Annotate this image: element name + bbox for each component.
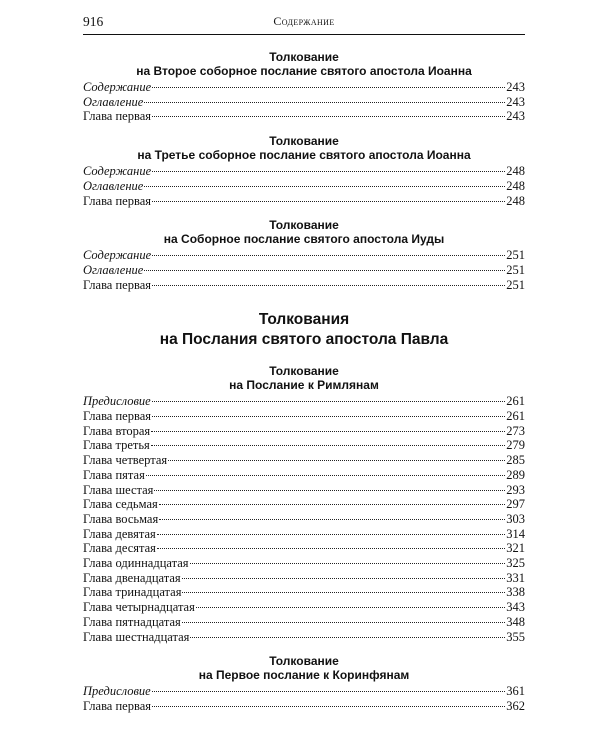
toc-entry-label: Предисловие bbox=[83, 684, 151, 699]
toc-entry-label: Глава вторая bbox=[83, 423, 151, 438]
toc-entry-page: 314 bbox=[506, 526, 525, 541]
page-header bbox=[83, 14, 525, 34]
section-heading-line: Толкование bbox=[269, 50, 339, 64]
toc-entry-page: 289 bbox=[506, 467, 525, 482]
toc-section-jude bbox=[83, 218, 525, 292]
toc-entry-label: Глава первая bbox=[83, 109, 152, 124]
toc-entry[interactable] bbox=[83, 684, 525, 699]
toc-entry-label: Оглавление bbox=[83, 178, 144, 193]
toc-entry-label: Глава шестнадцатая bbox=[83, 629, 190, 644]
dot-leader bbox=[152, 87, 505, 88]
section-heading-line: Толкование bbox=[269, 218, 339, 233]
toc-section-romans bbox=[83, 364, 525, 644]
toc-entry-page: 248 bbox=[506, 193, 525, 208]
toc-entry-page: 261 bbox=[506, 409, 525, 424]
dot-leader bbox=[144, 270, 505, 271]
dot-leader bbox=[146, 475, 505, 476]
dot-leader bbox=[168, 460, 505, 461]
toc-list bbox=[83, 394, 525, 644]
toc-entry-page: 279 bbox=[506, 438, 525, 453]
dot-leader bbox=[196, 607, 505, 608]
toc-entry-label: Содержание bbox=[83, 164, 152, 179]
dot-leader bbox=[190, 563, 506, 564]
toc-entry[interactable] bbox=[83, 527, 525, 542]
toc-entry-label: Содержание bbox=[83, 80, 152, 94]
toc-entry-page: 362 bbox=[506, 698, 525, 713]
toc-entry-label: Глава третья bbox=[83, 438, 150, 453]
section-heading bbox=[83, 134, 525, 162]
dot-leader bbox=[151, 431, 505, 432]
toc-entry-page: 243 bbox=[506, 94, 525, 109]
toc-entry-label: Глава девятая bbox=[83, 526, 156, 541]
toc-entry[interactable] bbox=[83, 95, 525, 110]
toc-entry[interactable] bbox=[83, 630, 525, 645]
section-heading-line: Толкование bbox=[269, 364, 339, 379]
section-heading bbox=[83, 218, 525, 246]
toc-entry-label: Глава пятнадцатая bbox=[83, 614, 181, 629]
dot-leader bbox=[154, 490, 505, 491]
toc-entry-page: 243 bbox=[506, 80, 525, 94]
toc-entry-label: Глава четырнадцатая bbox=[83, 600, 195, 615]
section-heading-line: Толкование bbox=[269, 654, 339, 669]
toc-entry-page: 348 bbox=[506, 614, 525, 629]
toc-entry-page: 321 bbox=[506, 541, 525, 556]
toc-section-john2 bbox=[83, 50, 525, 124]
running-title: Содержание bbox=[273, 14, 335, 28]
toc-entry-page: 251 bbox=[506, 262, 525, 277]
toc-entry[interactable] bbox=[83, 571, 525, 586]
toc-entry[interactable] bbox=[83, 438, 525, 453]
toc-entry-label: Глава восьмая bbox=[83, 511, 159, 526]
toc-entry-label: Глава тринадцатая bbox=[83, 585, 182, 600]
section-heading bbox=[83, 364, 525, 392]
toc-entry-label: Глава первая bbox=[83, 277, 152, 292]
toc-entry-page: 355 bbox=[506, 629, 525, 644]
toc-entry-label: Глава пятая bbox=[83, 467, 145, 482]
page-number: 916 bbox=[83, 14, 104, 29]
dot-leader bbox=[159, 519, 505, 520]
dot-leader bbox=[144, 102, 505, 103]
dot-leader bbox=[157, 534, 505, 535]
toc-entry-label: Глава первая bbox=[83, 193, 152, 208]
toc-entry[interactable] bbox=[83, 699, 525, 714]
toc-entry-label: Глава шестая bbox=[83, 482, 154, 497]
section-heading-line: на Второе соборное послание святого апостола Иоанна bbox=[136, 64, 472, 78]
dot-leader bbox=[152, 416, 505, 417]
dot-leader bbox=[182, 622, 505, 623]
toc-list bbox=[83, 80, 525, 124]
toc-entry-page: 261 bbox=[506, 394, 525, 409]
dot-leader bbox=[152, 706, 505, 707]
toc-entry-page: 243 bbox=[506, 109, 525, 124]
toc-entry[interactable] bbox=[83, 80, 525, 95]
toc-list bbox=[83, 248, 525, 292]
toc-content bbox=[83, 38, 525, 714]
toc-entry-page: 338 bbox=[506, 585, 525, 600]
toc-entry[interactable] bbox=[83, 497, 525, 512]
header-rule bbox=[83, 34, 525, 35]
dot-leader bbox=[152, 285, 505, 286]
toc-entry[interactable] bbox=[83, 409, 525, 424]
dot-leader bbox=[152, 691, 506, 692]
toc-section-john3 bbox=[83, 134, 525, 208]
toc-entry[interactable] bbox=[83, 248, 525, 263]
dot-leader bbox=[157, 548, 505, 549]
toc-entry[interactable] bbox=[83, 424, 525, 439]
toc-entry-label: Глава первая bbox=[83, 409, 152, 424]
dot-leader bbox=[182, 592, 505, 593]
toc-entry[interactable] bbox=[83, 556, 525, 571]
section-heading bbox=[83, 654, 525, 682]
part-heading bbox=[83, 310, 525, 350]
toc-entry[interactable] bbox=[83, 512, 525, 527]
section-heading-line: на Соборное послание святого апостола Иуды bbox=[163, 232, 445, 247]
dot-leader bbox=[152, 171, 505, 172]
section-heading-line: Толкование bbox=[269, 134, 339, 149]
toc-entry-page: 343 bbox=[506, 600, 525, 615]
section-heading-line: на Третье соборное послание святого апостола Иоанна bbox=[137, 148, 471, 163]
toc-entry-label: Оглавление bbox=[83, 94, 144, 109]
toc-entry-page: 293 bbox=[506, 482, 525, 497]
toc-entry-label: Глава четвертая bbox=[83, 453, 168, 468]
toc-entry-label: Содержание bbox=[83, 248, 152, 263]
toc-entry-page: 251 bbox=[506, 248, 525, 263]
toc-entry[interactable] bbox=[83, 585, 525, 600]
part-heading-line: на Послания святого апостола Павла bbox=[159, 331, 449, 349]
toc-entry-label: Глава одиннадцатая bbox=[83, 556, 189, 571]
toc-entry[interactable] bbox=[83, 194, 525, 209]
section-heading bbox=[83, 50, 525, 78]
section-heading-line: на Послание к Римлянам bbox=[229, 378, 379, 393]
toc-entry-label: Глава первая bbox=[83, 698, 152, 713]
toc-entry-label: Оглавление bbox=[83, 262, 144, 277]
toc-entry[interactable] bbox=[83, 453, 525, 468]
toc-entry[interactable] bbox=[83, 394, 525, 409]
toc-entry-page: 248 bbox=[506, 178, 525, 193]
toc-entry[interactable] bbox=[83, 263, 525, 278]
toc-entry-page: 248 bbox=[506, 164, 525, 179]
part-heading-line: Толкования bbox=[258, 311, 350, 329]
toc-entry-page: 251 bbox=[506, 277, 525, 292]
toc-entry-page: 297 bbox=[506, 497, 525, 512]
dot-leader bbox=[182, 578, 506, 579]
toc-section-1-corinthians bbox=[83, 654, 525, 713]
dot-leader bbox=[152, 401, 506, 402]
toc-entry-page: 325 bbox=[506, 556, 525, 571]
toc-list bbox=[83, 164, 525, 208]
toc-list bbox=[83, 684, 525, 713]
toc-entry-page: 285 bbox=[506, 453, 525, 468]
dot-leader bbox=[144, 186, 505, 187]
toc-entry-label: Предисловие bbox=[83, 394, 151, 409]
toc-entry-page: 361 bbox=[506, 684, 525, 699]
toc-entry[interactable] bbox=[83, 109, 525, 124]
dot-leader bbox=[152, 255, 505, 256]
toc-entry[interactable] bbox=[83, 164, 525, 179]
toc-entry[interactable] bbox=[83, 468, 525, 483]
toc-entry-page: 331 bbox=[506, 570, 525, 585]
toc-entry[interactable] bbox=[83, 179, 525, 194]
toc-entry[interactable] bbox=[83, 615, 525, 630]
dot-leader bbox=[152, 116, 505, 117]
dot-leader bbox=[159, 504, 506, 505]
toc-entry-page: 273 bbox=[506, 423, 525, 438]
toc-entry-page: 303 bbox=[506, 511, 525, 526]
toc-entry-label: Глава седьмая bbox=[83, 497, 158, 512]
toc-entry[interactable] bbox=[83, 483, 525, 498]
dot-leader bbox=[190, 637, 505, 638]
toc-entry[interactable] bbox=[83, 278, 525, 293]
section-heading-line: на Первое послание к Коринфянам bbox=[198, 668, 410, 683]
toc-entry[interactable] bbox=[83, 541, 525, 556]
toc-entry[interactable] bbox=[83, 600, 525, 615]
toc-entry-label: Глава двенадцатая bbox=[83, 570, 181, 585]
toc-entry-label: Глава десятая bbox=[83, 541, 156, 556]
dot-leader bbox=[151, 445, 505, 446]
dot-leader bbox=[152, 201, 505, 202]
